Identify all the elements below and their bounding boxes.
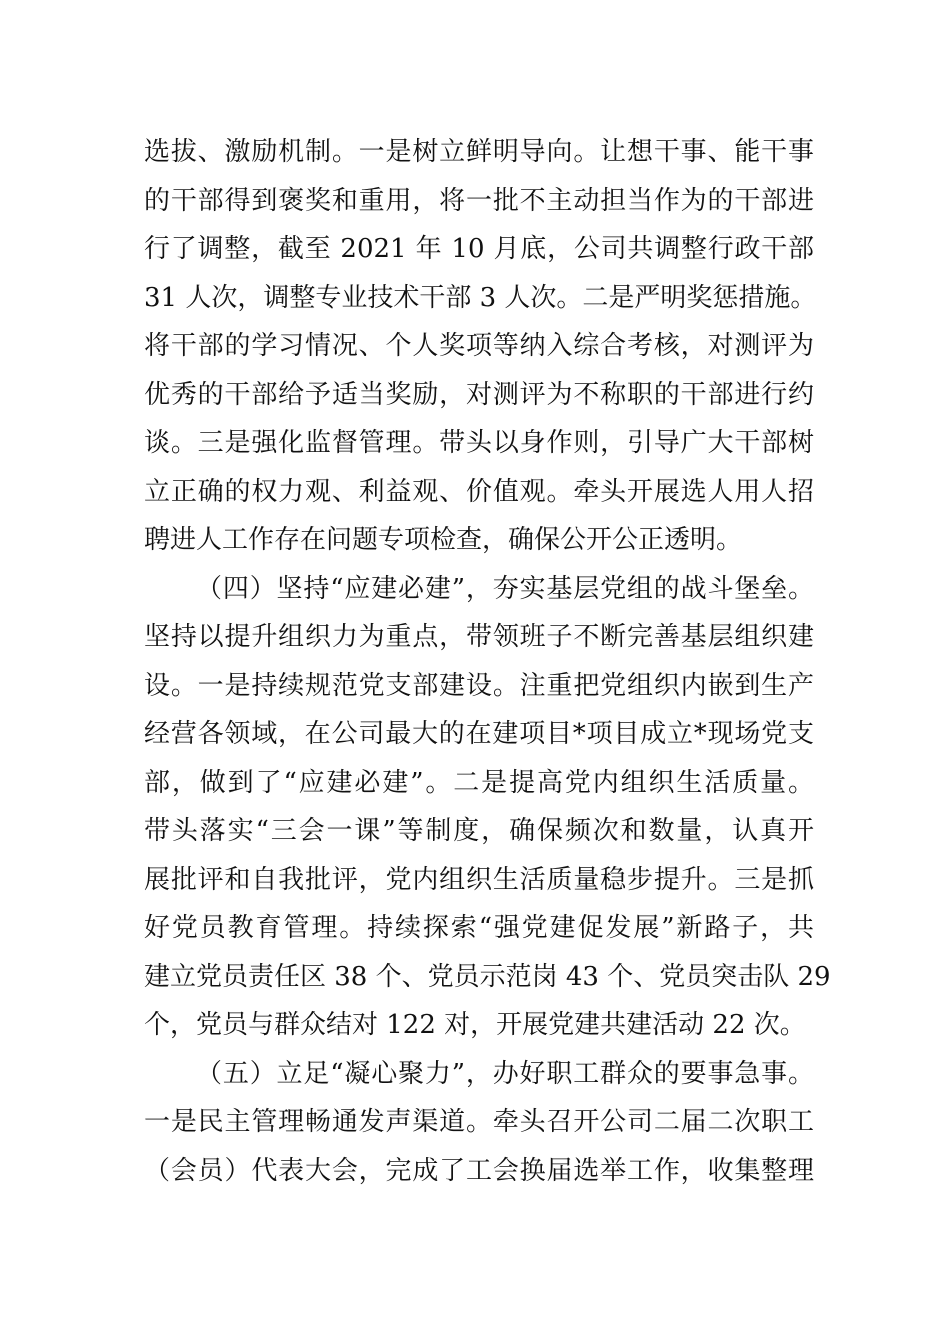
- text-line: （五）立足“凝心聚力”，办好职工群众的要事急事。: [196, 1058, 814, 1089]
- body-text: [144, 128, 831, 1195]
- text-line: 部，做到了“应建必建”。二是提高党内组织生活质量。: [144, 767, 814, 798]
- text-line: 选拔、激励机制。一是树立鲜明导向。让想干事、能干事: [144, 137, 814, 167]
- text-line: （会员）代表大会，完成了工会换届选举工作，收集整理: [144, 1155, 814, 1186]
- text-line: 行了调整，截至 2021 年 10 月底，公司共调整行政干部: [144, 234, 814, 264]
- text-line: 将干部的学习情况、个人奖项等纳入综合考核，对测评为: [144, 331, 814, 361]
- text-line: 聘进人工作存在问题专项检查，确保公开公正透明。: [144, 525, 743, 555]
- text-line: 展批评和自我批评，党内组织生活质量稳步提升。三是抓: [144, 864, 814, 895]
- text-line: 优秀的干部给予适当奖励，对测评为不称职的干部进行约: [144, 379, 814, 410]
- text-line: 设。一是持续规范党支部建设。注重把党组织内嵌到生产: [144, 670, 814, 701]
- text-line: 谈。三是强化监督管理。带头以身作则，引导广大干部树: [144, 428, 814, 458]
- text-line: 立正确的权力观、利益观、价值观。牵头开展选人用人招: [144, 476, 814, 507]
- text-line: 一是民主管理畅通发声渠道。牵头召开公司二届二次职工: [144, 1107, 814, 1137]
- text-line: 好党员教育管理。持续探索“强党建促发展”新路子，共: [144, 913, 814, 943]
- text-line: （四）坚持“应建必建”，夯实基层党组的战斗堡垒。: [196, 573, 814, 604]
- text-line: 个，党员与群众结对 122 对，开展党建共建活动 22 次。: [144, 1010, 806, 1040]
- text-line: 带头落实“三会一课”等制度，确保频次和数量，认真开: [144, 816, 814, 846]
- text-line: 的干部得到褒奖和重用，将一批不主动担当作为的干部进: [144, 185, 814, 216]
- text-line: 建立党员责任区 38 个、党员示范岗 43 个、党员突击队 29: [144, 961, 831, 992]
- text-line: 31 人次，调整专业技术干部 3 人次。二是严明奖惩措施。: [144, 282, 817, 313]
- text-line: 坚持以提升组织力为重点，带领班子不断完善基层组织建: [144, 622, 814, 652]
- text-line: 经营各领域，在公司最大的在建项目*项目成立*现场党支: [144, 719, 814, 749]
